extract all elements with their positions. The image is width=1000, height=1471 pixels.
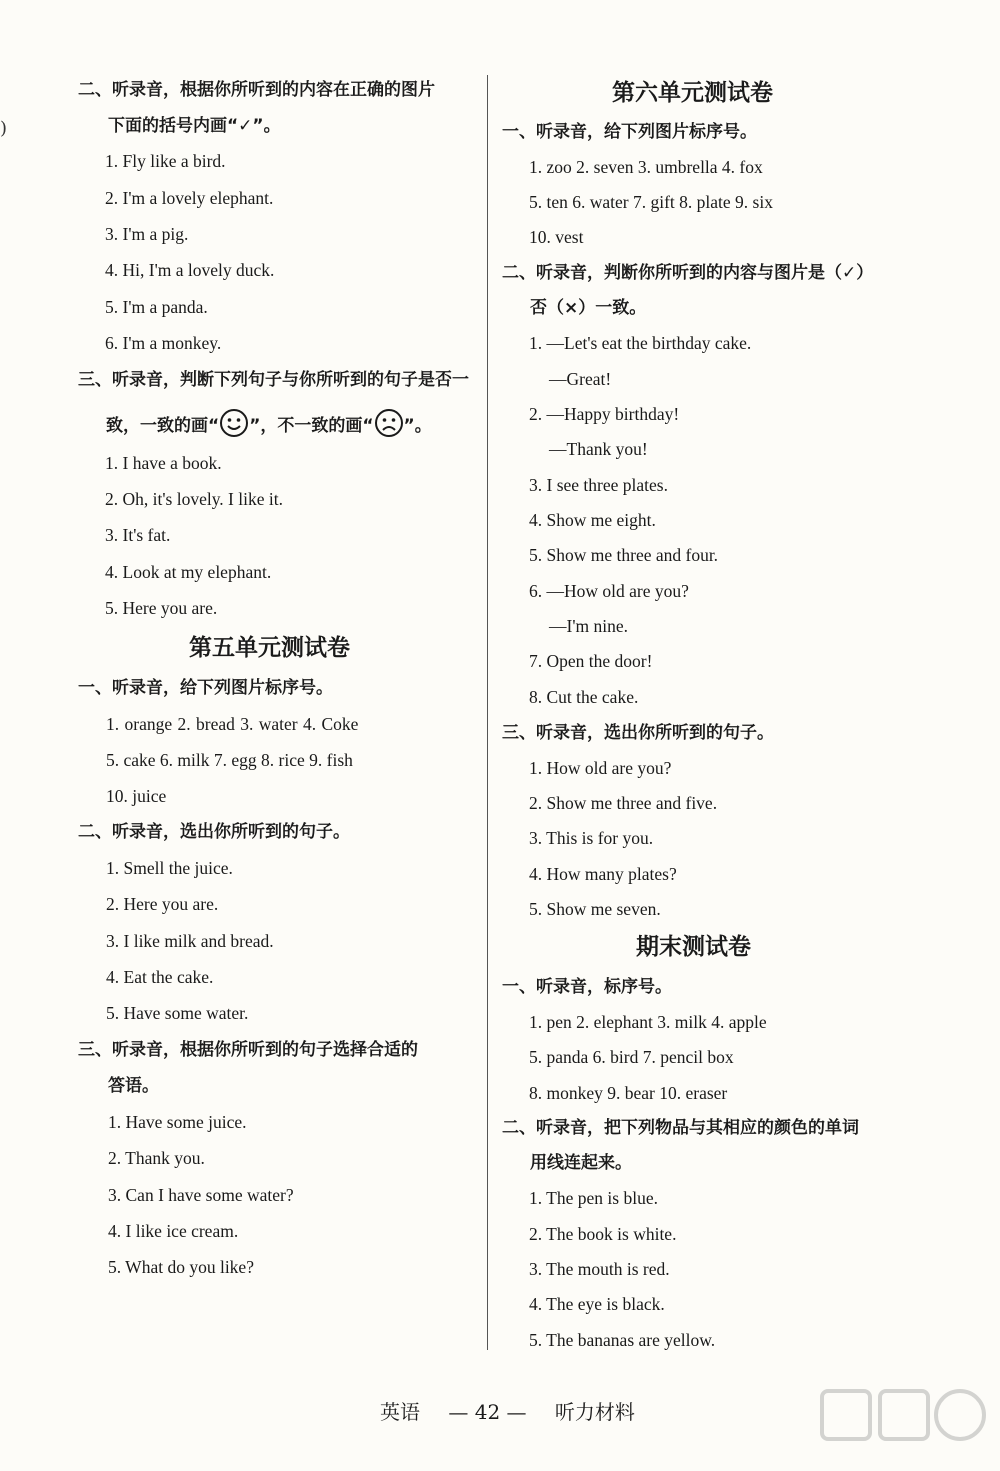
list-item: 4. Hi, I'm a lovely duck. [105,260,275,280]
list-item: 3. This is for you. [529,828,654,848]
list-item: 1. How old are you? [529,758,672,778]
unit-6-q2-heading-line2: 否（×）一致。 [530,298,647,318]
list-item: 3. The mouth is red. [529,1259,670,1279]
list-item: 5. cake 6. milk 7. egg 8. rice 9. fish [106,750,353,770]
list-item: 5. Show me three and four. [529,545,719,565]
final-q1-heading: 一、听录音，标序号。 [502,977,672,997]
list-item: 6. I'm a monkey. [105,333,222,353]
list-item: 5. Show me seven. [529,899,661,919]
list-item: 4. Look at my elephant. [105,562,272,582]
list-item: 10. vest [529,227,584,247]
list-item: —Great! [549,369,612,389]
list-item: 1. Smell the juice. [106,858,233,878]
page-footer [380,1398,635,1426]
list-item: 4. Eat the cake. [106,967,214,987]
section-3-heading-line1: 三、听录音，判断下列句子与你所听到的句子是否一 [78,370,469,390]
final-exam-title: 期末测试卷 [636,934,751,960]
list-item: 2. Show me three and five. [529,793,718,813]
list-item: 1. pen 2. elephant 3. milk 4. apple [529,1012,767,1032]
list-item: 5. What do you like? [108,1257,254,1277]
column-divider [487,75,488,1350]
list-item: 5. panda 6. bird 7. pencil box [529,1047,734,1067]
list-item: 3. It's fat. [105,525,171,545]
list-item: 3. Can I have some water? [108,1185,294,1205]
final-q2-heading-line1: 二、听录音，把下列物品与其相应的颜色的单词 [502,1118,859,1138]
sad-face-icon [374,408,404,445]
page-number: — 42 — [448,1400,527,1424]
section-2-heading-line2: 下面的括号内画“✓”。 [108,116,281,136]
list-item: 3. I'm a pig. [105,224,189,244]
list-item: 8. monkey 9. bear 10. eraser [529,1083,728,1103]
unit-5-q1-heading: 一、听录音，给下列图片标序号。 [78,678,333,698]
list-item: —Thank you! [549,439,648,459]
unit-5-q3-heading-line1: 三、听录音，根据你所听到的句子选择合适的 [78,1040,418,1060]
unit-6-q2-heading-line1: 二、听录音，判断你所听到的内容与图片是（✓） [502,263,874,283]
list-item: 1. —Let's eat the birthday cake. [529,333,752,353]
list-item: 5. Here you are. [105,598,218,618]
list-item: 2. Oh, it's lovely. I like it. [105,489,283,509]
section-2-heading-line1: 二、听录音，根据你所听到的内容在正确的图片 [78,80,435,100]
unit-5-q2-heading: 二、听录音，选出你所听到的句子。 [78,822,350,842]
unit-6-title: 第六单元测试卷 [612,80,773,106]
section-3-heading-line2 [106,408,432,445]
list-item: 4. I like ice cream. [108,1221,239,1241]
heading-text: ”。 [403,416,432,436]
list-item: 1. orange 2. bread 3. water 4. Coke [106,714,359,734]
list-item: 6. —How old are you? [529,581,689,601]
footer-subject: 英语 [380,1400,420,1424]
heading-text: 致，一致的画“ [106,416,220,436]
list-item: 3. I see three plates. [529,475,668,495]
list-item: 1. The pen is blue. [529,1188,658,1208]
list-item: —I'm nine. [549,616,628,636]
unit-6-q1-heading: 一、听录音，给下列图片标序号。 [502,122,757,142]
list-item: 2. —Happy birthday! [529,404,680,424]
list-item: 5. I'm a panda. [105,297,208,317]
list-item: 2. Thank you. [108,1148,205,1168]
list-item: 5. Have some water. [106,1003,249,1023]
list-item: 2. Here you are. [106,894,219,914]
final-q2-heading-line2: 用线连起来。 [530,1153,632,1173]
list-item: 4. The eye is black. [529,1294,665,1314]
footer-label: 听力材料 [554,1400,635,1424]
unit-5-title: 第五单元测试卷 [189,635,350,661]
list-item: 8. Cut the cake. [529,687,639,707]
list-item: 10. juice [106,786,167,806]
list-item: 4. Show me eight. [529,510,656,530]
list-item: 1. zoo 2. seven 3. umbrella 4. fox [529,157,763,177]
unit-6-q3-heading: 三、听录音，选出你所听到的句子。 [502,723,774,743]
smiley-face-icon [219,408,249,445]
list-item: 2. I'm a lovely elephant. [105,188,274,208]
edge-bracket: ) [0,118,8,139]
list-item: 5. The bananas are yellow. [529,1330,716,1350]
heading-text: ”，不一致的画“ [249,416,374,436]
list-item: 5. ten 6. water 7. gift 8. plate 9. six [529,192,773,212]
list-item: 7. Open the door! [529,651,653,671]
unit-5-q3-heading-line2: 答语。 [108,1076,159,1096]
list-item: 1. Have some juice. [108,1112,247,1132]
watermark-logo-icon [818,1385,988,1465]
list-item: 2. The book is white. [529,1224,677,1244]
list-item: 1. I have a book. [105,453,222,473]
list-item: 3. I like milk and bread. [106,931,274,951]
list-item: 4. How many plates? [529,864,677,884]
list-item: 1. Fly like a bird. [105,151,226,171]
